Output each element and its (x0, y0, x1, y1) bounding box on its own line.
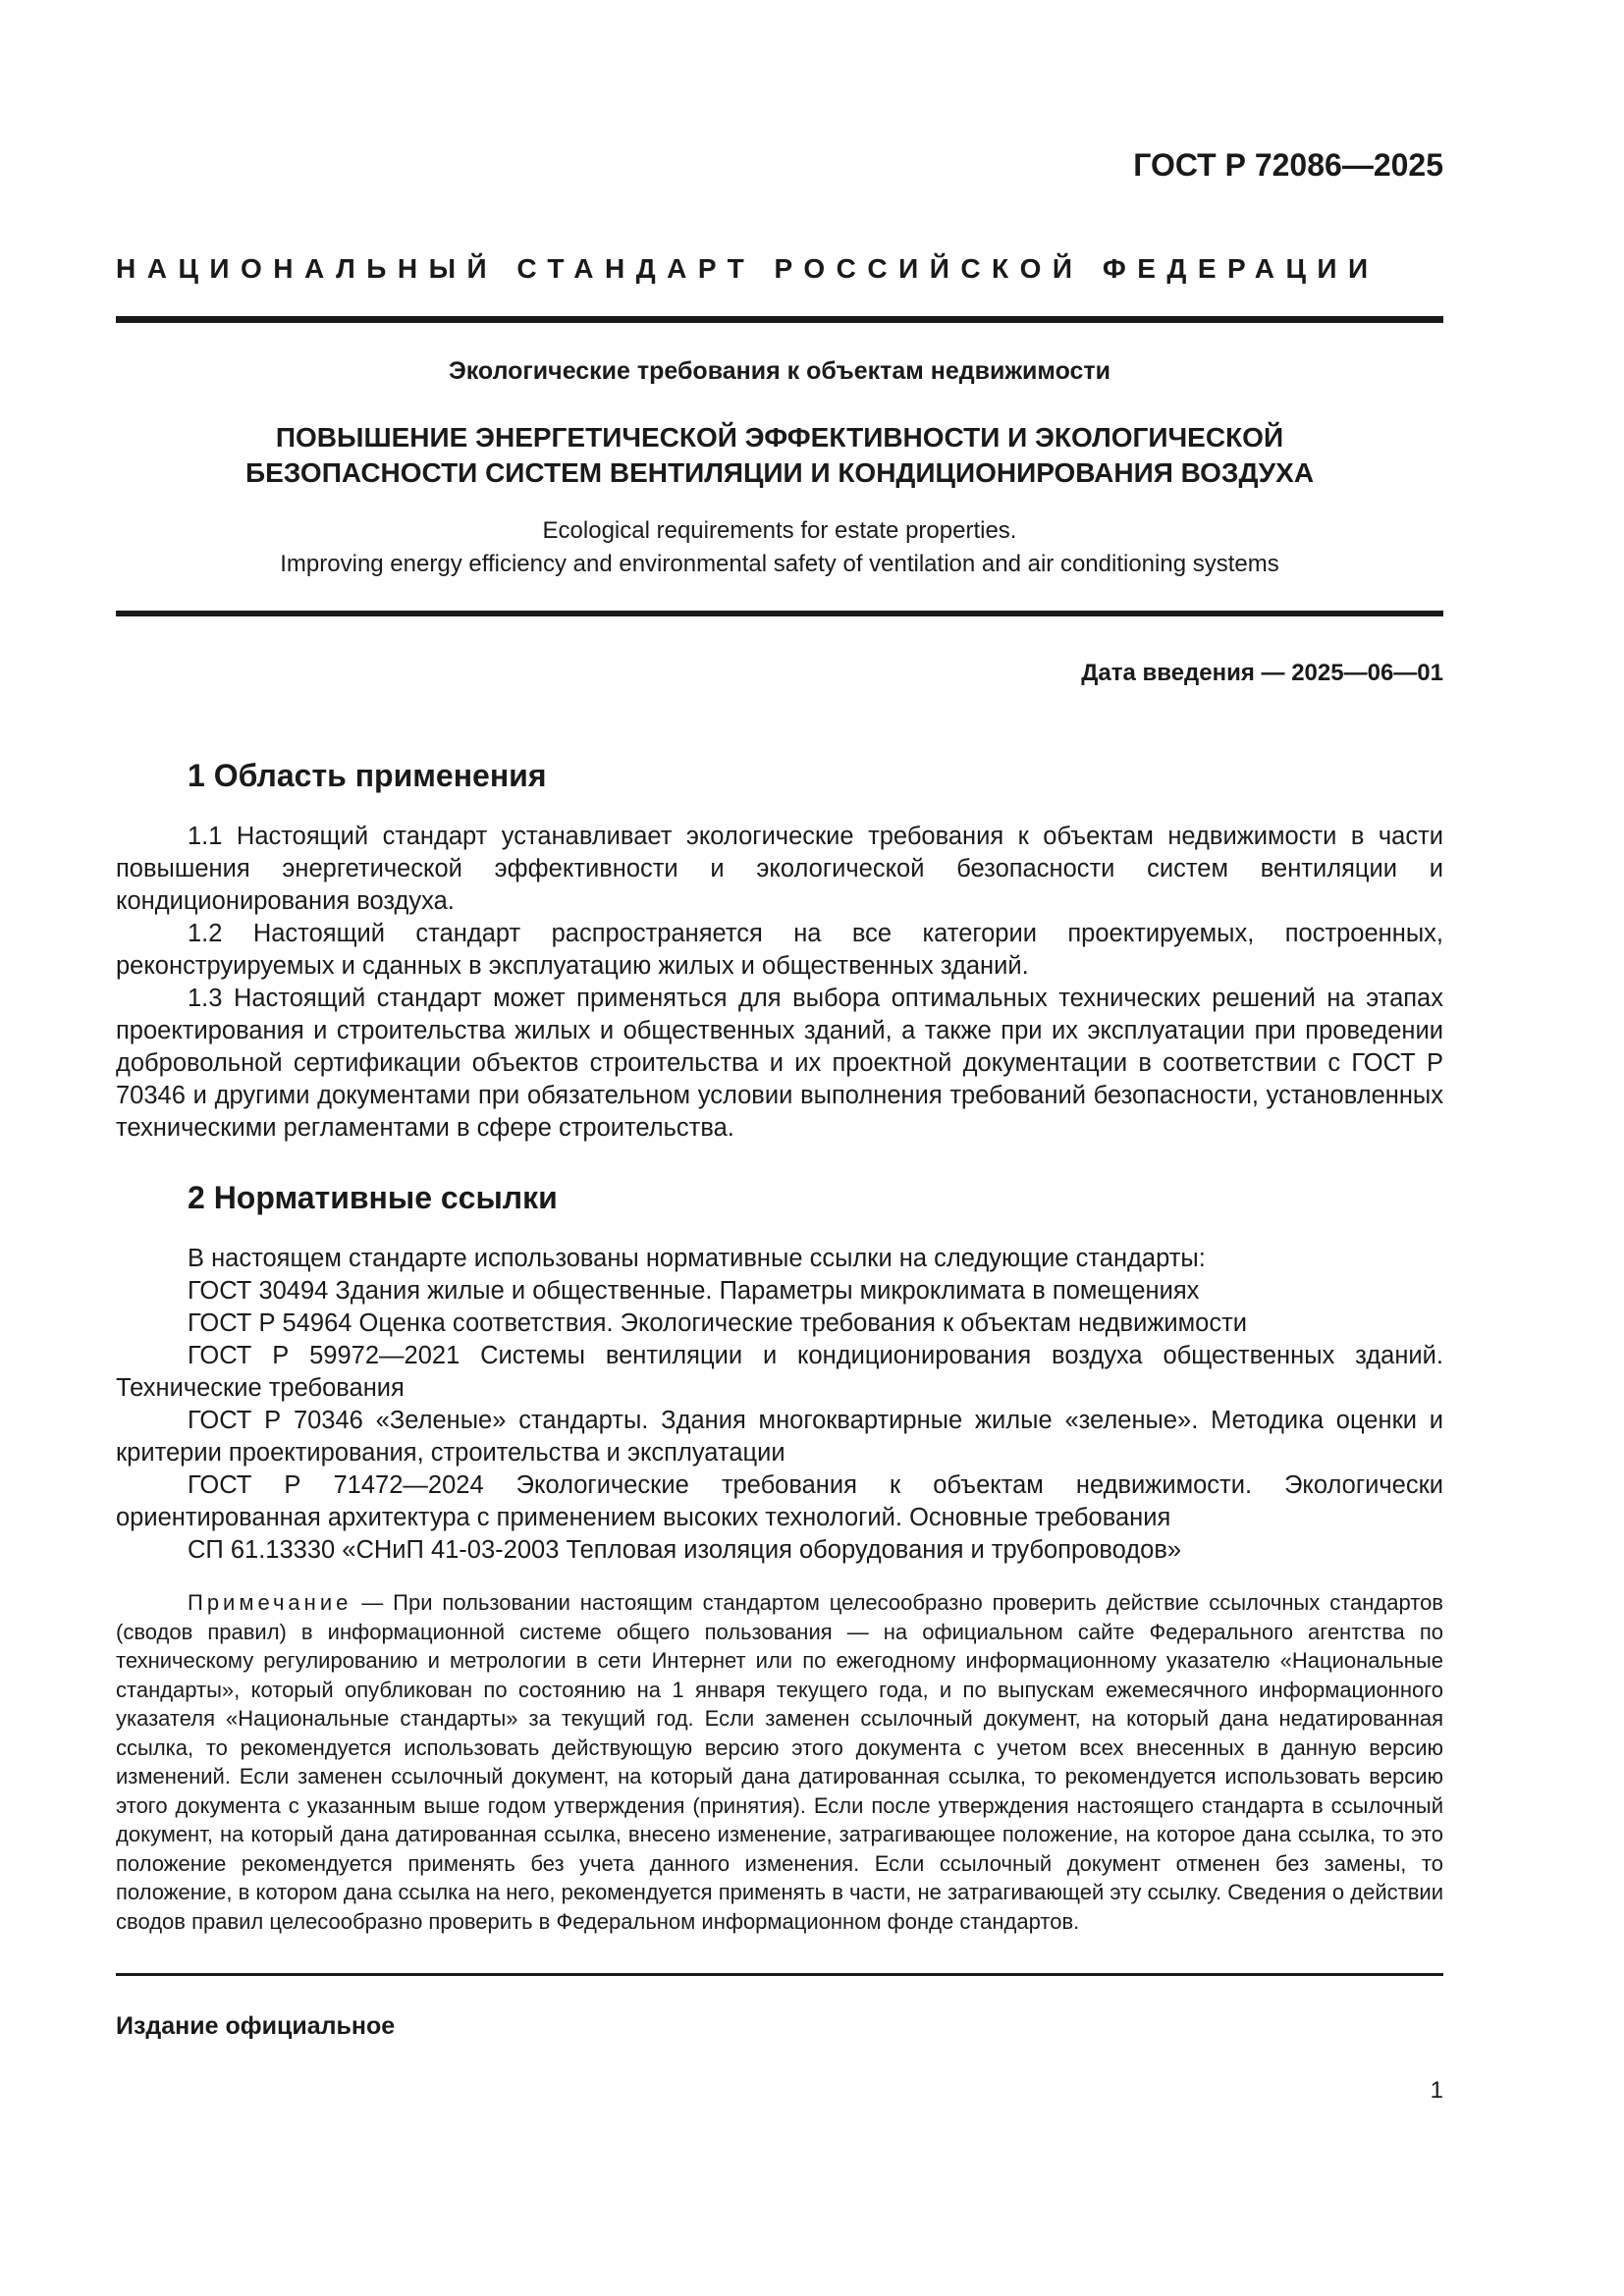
paragraph-1-2: 1.2 Настоящий стандарт распространяется на все категории проектируемых, построенных, реконструируемых и сданных в эксплуатацию жилых и общественных зданий. (116, 920, 1443, 980)
top-thick-rule (116, 316, 1443, 323)
note-label: Примечание (188, 1590, 352, 1615)
page-number: 1 (1430, 2077, 1443, 2104)
note-text: — При пользовании настоящим стандартом целесообразно проверить действие ссылочных стандартов (сводов правил) в информационной системе общего пользования — на официальном сайте Федерального агентства по техническому регулированию и метрологии в сети Интернет или по ежегодному информационному указателю «Национальные стандарты», который опубликован по состоянию на 1 января текущего года, и по выпускам ежемесячного информационного указателя «Национальные стандарты» за текущий год. Если заменен ссылочный документ, на который дана недатированная ссылка, то рекомендуется использовать действующую версию этого документа с учетом всех внесенных в данную версию изменений. Если заменен ссылочный документ, на который дана датированная ссылка, то рекомендуется использовать версию этого документа с указанным выше годом утверждения (принятия). Если после утверждения настоящего стандарта в ссылочный документ, на который дана датированная ссылка, внесено изменение, затрагивающее положение, на которое дана ссылка, то это положение рекомендуется применять без учета данного изменения. Если ссылочный документ отменен без замены, то положение, в котором дана ссылка на него, рекомендуется применять в части, не затрагивающей эту ссылку. Сведения о действии сводов правил целесообразно проверить в Федеральном информационном фонде стандартов. (116, 1590, 1443, 1934)
reference-item: ГОСТ Р 71472—2024 Экологические требования к объектам недвижимости. Экологически ориентированная архитектура с применением высоких технологий. Основные требования (116, 1471, 1443, 1531)
document-title (116, 420, 1443, 491)
document-title-english (116, 514, 1443, 581)
title-bottom-rule (116, 611, 1443, 616)
english-title-line-2: Improving energy efficiency and environmental safety of ventilation and air conditioning systems (280, 551, 1279, 577)
paragraph-1-1: 1.1 Настоящий стандарт устанавливает экологические требования к объектам недвижимости в части повышения энергетической эффективности и экологической безопасности систем вентиляции и кондиционирования воздуха. (116, 823, 1443, 915)
reference-item: ГОСТ Р 59972—2021 Системы вентиляции и кондиционирования воздуха общественных зданий. Технические требования (116, 1342, 1443, 1402)
footer-rule (116, 1973, 1443, 1976)
document-title-line-1: ПОВЫШЕНИЕ ЭНЕРГЕТИЧЕСКОЙ ЭФФЕКТИВНОСТИ И ЭКОЛОГИЧЕСКОЙ (275, 422, 1284, 453)
reference-item: ГОСТ Р 54964 Оценка соответствия. Экологические требования к объектам недвижимости (188, 1309, 1248, 1337)
official-edition-label: Издание официальное (116, 2012, 396, 2040)
gost-number: ГОСТ Р 72086—2025 (1133, 147, 1443, 183)
english-title-line-1: Ecological requirements for estate properties. (542, 517, 1017, 544)
section-2-heading: 2 Нормативные ссылки (188, 1180, 558, 1215)
document-subtitle: Экологические требования к объектам недвижимости (448, 357, 1111, 385)
section-1-heading: 1 Область применения (188, 758, 547, 793)
reference-item: ГОСТ Р 70346 «Зеленые» стандарты. Здания многоквартирные жилые «зеленые». Методика оценки и критерии проектирования, строительства и эксплуатации (116, 1407, 1443, 1467)
references-note (116, 1588, 1443, 1936)
reference-item: ГОСТ 30494 Здания жилые и общественные. Параметры микроклимата в помещениях (188, 1277, 1200, 1305)
introduction-date: Дата введения — 2025—06—01 (1081, 660, 1443, 686)
reference-item: СП 61.13330 «СНиП 41-03-2003 Тепловая изоляция оборудования и трубопроводов» (188, 1536, 1182, 1564)
section-1-body (116, 821, 1443, 1145)
document-title-line-2: БЕЗОПАСНОСТИ СИСТЕМ ВЕНТИЛЯЦИИ И КОНДИЦИОНИРОВАНИЯ ВОЗДУХА (244, 457, 1315, 488)
references-intro: В настоящем стандарте использованы нормативные ссылки на следующие стандарты: (188, 1245, 1206, 1272)
paragraph-1-3: 1.3 Настоящий стандарт может применяться для выбора оптимальных технических решений на этапах проектирования и строительства жилых и общественных зданий, а также при их эксплуатации при проведении добровольной сертификации объектов строительства и их проектной документации в соответствии с ГОСТ Р 70346 и другими документами при обязательном условии выполнения требований безопасности, установленных техническими регламентами в сфере строительства. (116, 985, 1443, 1142)
section-2-body (116, 1243, 1443, 1567)
national-standard-banner: НАЦИОНАЛЬНЫЙ СТАНДАРТ РОССИЙСКОЙ ФЕДЕРАЦИИ (116, 253, 1380, 284)
